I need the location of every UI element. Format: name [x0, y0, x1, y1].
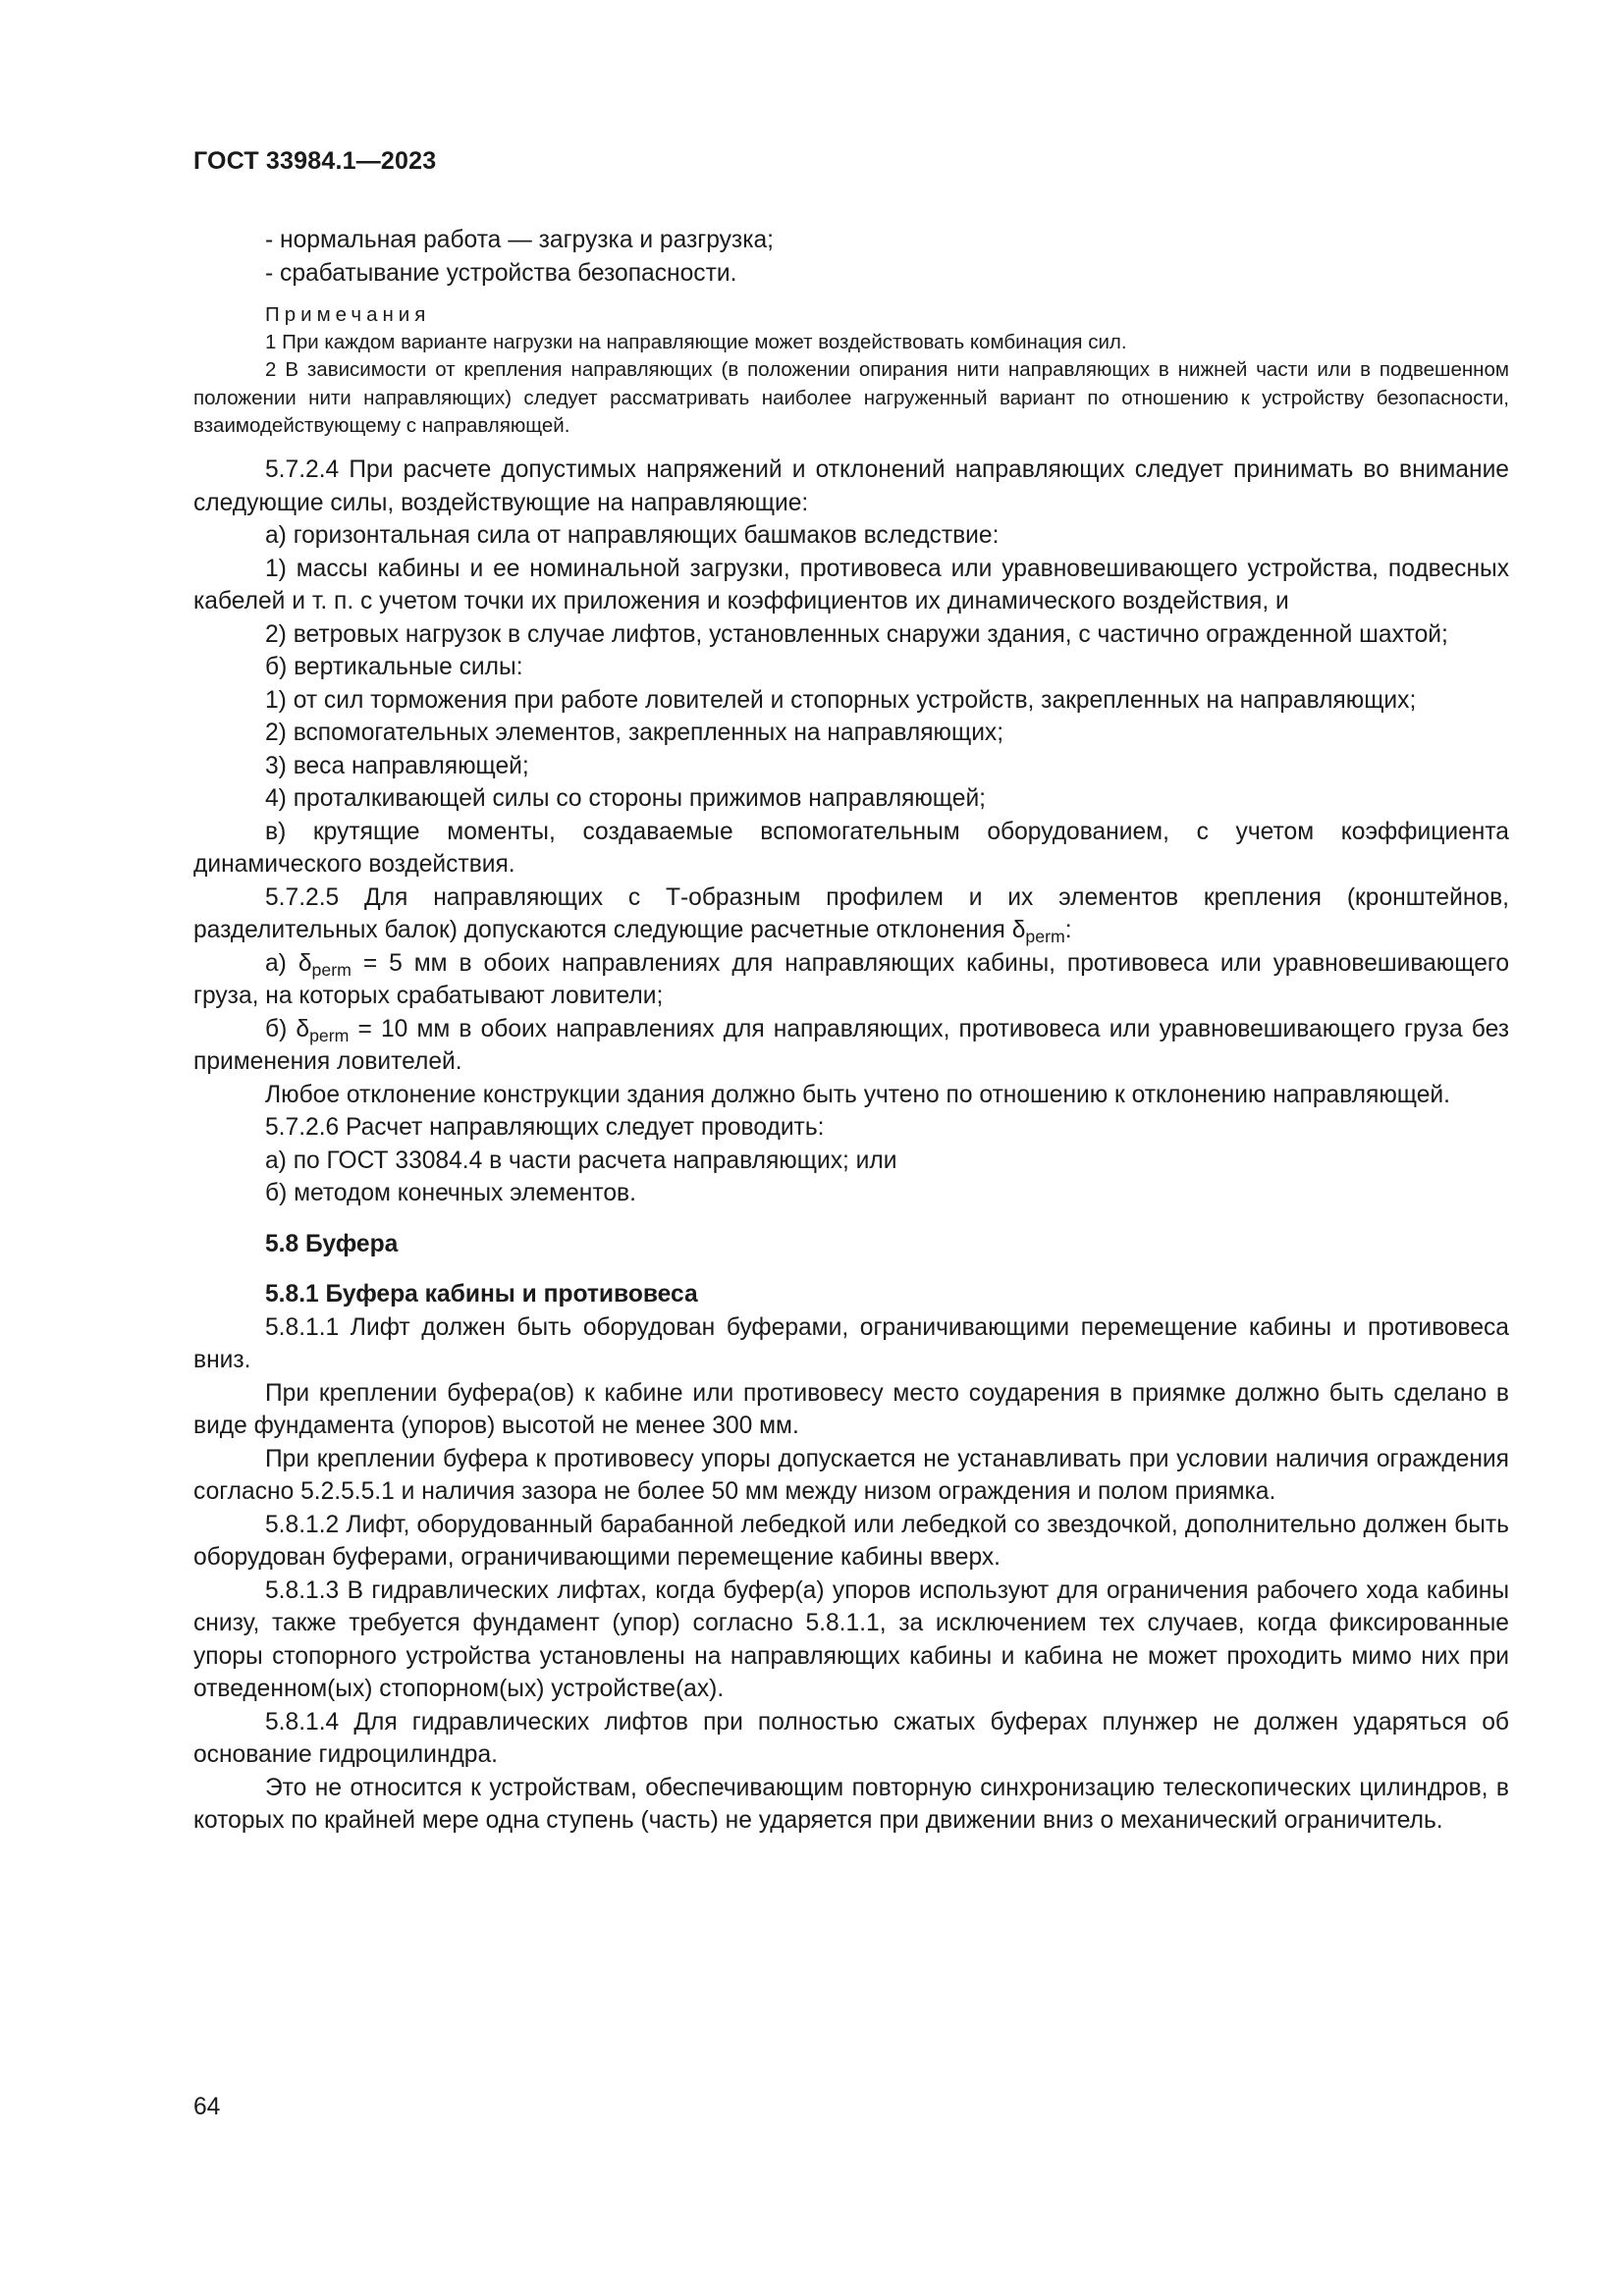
section-heading-5-8: 5.8 Буфера — [265, 1230, 399, 1257]
note-1: 1 При каждом варианте нагрузки на направляющие может воздействовать комбинация сил. — [265, 331, 1127, 353]
note-2: 2 В зависимости от крепления направляющих (в положении опирания нити направляющих в нижней части или в подвешенном положении нити направляющих) следует рассматривать наиболее нагруженный вариант по отношению к устройству безопасности, взаимодействующему с направляющей. — [193, 358, 1509, 437]
paragraph-5-8-1-3: 5.8.1.3 В гидравлических лифтах, когда буфер(а) упоров используют для ограничения рабочего хода кабины снизу, также требуется фундамент (упор) согласно 5.8.1.1, за исключением тех случаев, когда фиксированные упоры стопорного устройства установлены на направляющих кабины и кабина не может проходить мимо них при отведенном(ых) стопорном(ых) устройстве(ах). — [193, 1576, 1509, 1703]
list-item: 1) массы кабины и ее номинальной загрузки, противовеса или уравновешивающего устройства, подвесных кабелей и т. п. с учетом точки их приложения и коэффициентов их динамического воздействия, и — [193, 555, 1509, 615]
paragraph-text: б) δ — [265, 1015, 310, 1042]
paragraph-5-8-1-1: 5.8.1.1 Лифт должен быть оборудован буферами, ограничивающими перемещение кабины и противовеса вниз. — [193, 1313, 1509, 1374]
subscript-perm: perm — [1025, 927, 1065, 947]
paragraph-5-8-1-2: 5.8.1.2 Лифт, оборудованный барабанной лебедкой или лебедкой со звездочкой, дополнительно должен быть оборудован буферами, ограничивающими перемещение кабины вверх. — [193, 1511, 1509, 1572]
notes-title: Примечания — [265, 303, 431, 326]
paragraph: Любое отклонение конструкции здания должно быть учтено по отношению к отклонению направляющей. — [265, 1081, 1451, 1108]
list-item: 3) веса направляющей; — [265, 752, 529, 779]
list-item: 4) проталкивающей силы со стороны прижимов направляющей; — [265, 785, 987, 813]
paragraph-text: = 5 мм в обоих направлениях для направляющих кабины, противовеса или уравновешивающего груза, на которых срабатывают ловители; — [193, 949, 1509, 1010]
paragraph-text: 5.7.2.5 Для направляющих с Т-образным профилем и их элементов крепления (кронштейнов, разделительных балок) допускаются следующие расчетные отклонения δ — [193, 883, 1509, 944]
subscript-perm: perm — [309, 1025, 350, 1045]
list-item: в) крутящие моменты, создаваемые вспомогательным оборудованием, с учетом коэффициента динамического воздействия. — [193, 818, 1509, 879]
list-item: 2) ветровых нагрузок в случае лифтов, установленных снаружи здания, с частично огражденной шахтой; — [265, 620, 1448, 648]
list-item — [193, 1013, 1509, 1079]
document-header: ГОСТ 33984.1—2023 — [193, 147, 437, 175]
page-number: 64 — [193, 2094, 221, 2120]
paragraph-5-7-2-5 — [193, 881, 1509, 947]
list-item: а) горизонтальная сила от направляющих башмаков вследствие: — [265, 522, 1000, 550]
list-item: 1) от сил торможения при работе ловителей и стопорных устройств, закрепленных на направляющих; — [265, 686, 1417, 714]
paragraph-text: = 10 мм в обоих направлениях для направляющих, противовеса или уравновешивающего груза без применения ловителей. — [193, 1015, 1509, 1076]
paragraph: При креплении буфера к противовесу упоры допускается не устанавливать при условии наличия ограждения согласно 5.2.5.5.1 и наличия зазора не более 50 мм между низом ограждения и полом приямка. — [193, 1445, 1509, 1506]
list-item: б) вертикальные силы: — [265, 654, 523, 681]
paragraph-text: а) δ — [265, 949, 312, 977]
list-item: б) методом конечных элементов. — [265, 1180, 636, 1207]
list-item: - нормальная работа — загрузка и разгрузка; — [265, 227, 775, 253]
list-item: - срабатывание устройства безопасности. — [265, 259, 737, 287]
paragraph: При креплении буфера(ов) к кабине или противовесу место соударения в приямке должно быть сделано в виде фундамента (упоров) высотой не менее 300 мм. — [193, 1379, 1509, 1440]
paragraph-5-7-2-6: 5.7.2.6 Расчет направляющих следует проводить: — [265, 1114, 825, 1142]
section-heading-5-8-1: 5.8.1 Буфера кабины и противовеса — [265, 1281, 698, 1308]
list-item: 2) вспомогательных элементов, закрепленных на направляющих; — [265, 720, 1004, 747]
document-body — [193, 224, 1509, 1838]
paragraph-5-8-1-4: 5.8.1.4 Для гидравлических лифтов при полностью сжатых буферах плунжер не должен ударяться об основание гидроцилиндра. — [193, 1708, 1509, 1769]
paragraph: Это не относится к устройствам, обеспечивающим повторную синхронизацию телескопических цилиндров, в которых по крайней мере одна ступень (часть) не ударяется при движении вниз о механический ограничитель. — [193, 1774, 1509, 1835]
subscript-perm: perm — [311, 959, 352, 980]
list-item — [193, 947, 1509, 1013]
paragraph-text: : — [1064, 917, 1072, 944]
paragraph-5-7-2-4: 5.7.2.4 При расчете допустимых напряжений и отклонений направляющих следует принимать во внимание следующие силы, воздействующие на направляющие: — [193, 456, 1509, 516]
list-item: а) по ГОСТ 33084.4 в части расчета направляющих; или — [265, 1147, 897, 1174]
